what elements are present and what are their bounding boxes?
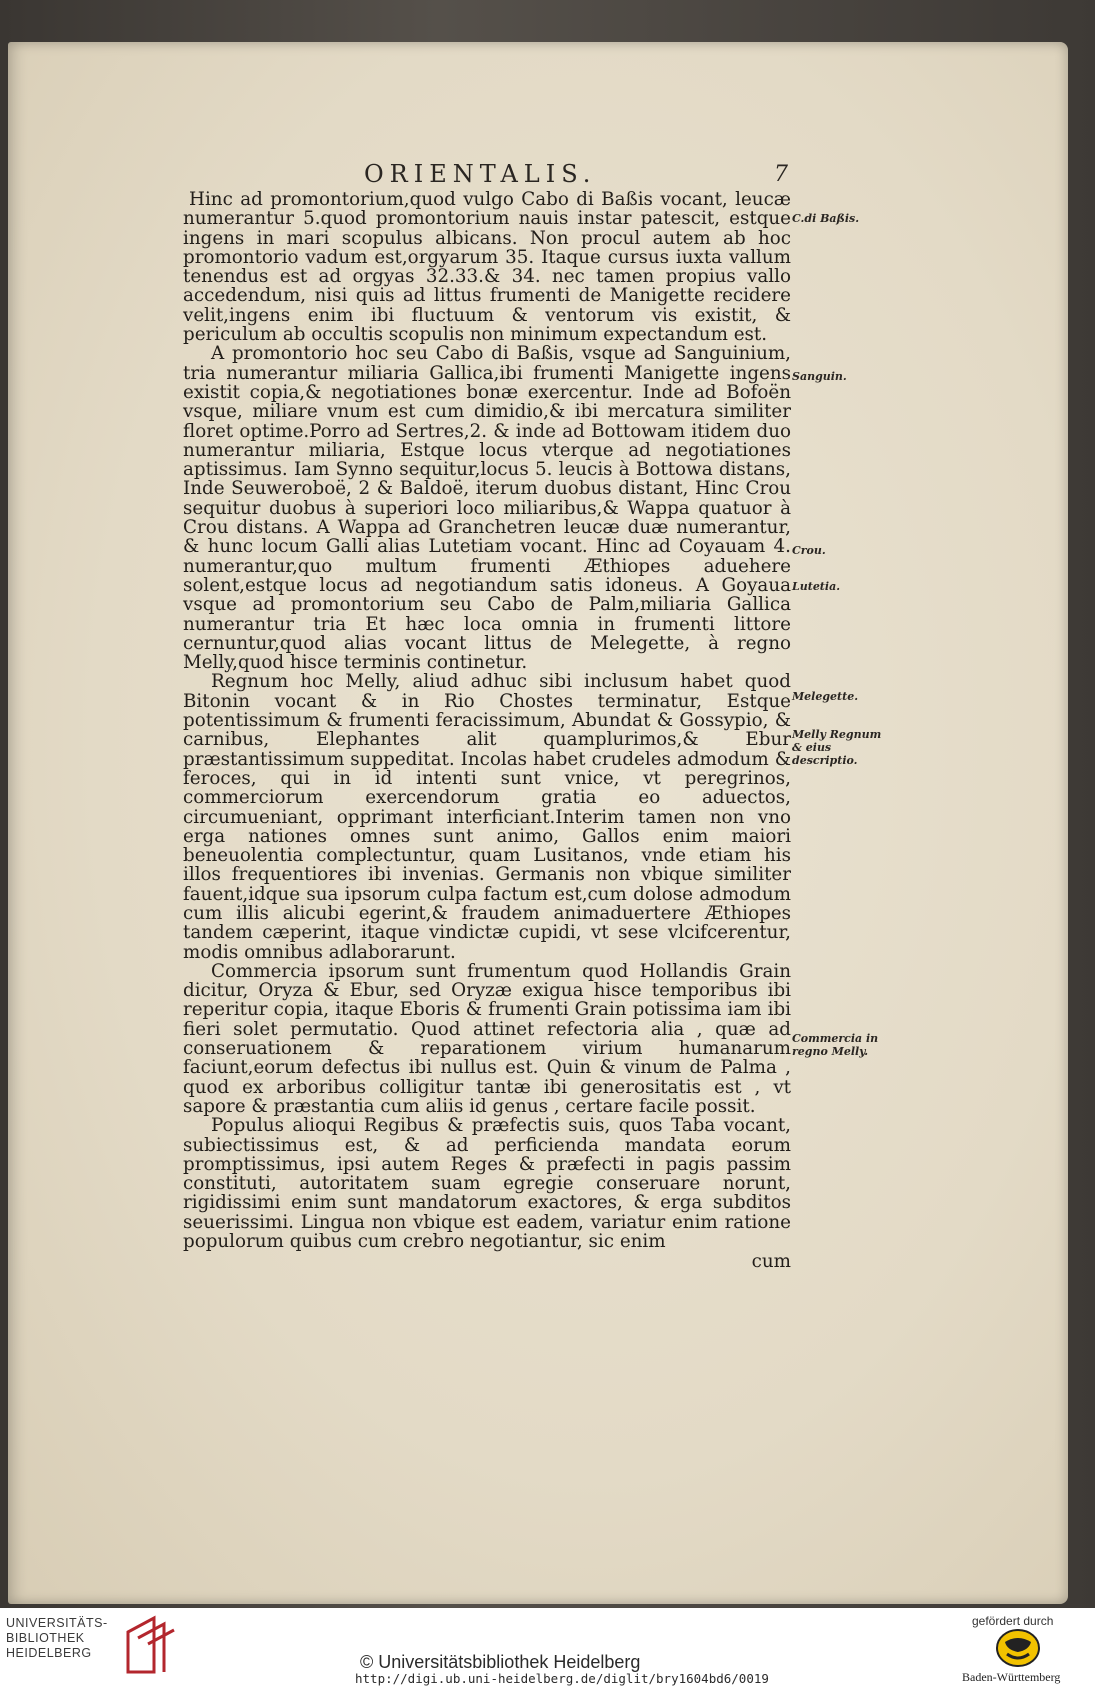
running-title: ORIENTALIS. bbox=[364, 160, 597, 188]
catchword: cum bbox=[751, 1251, 791, 1273]
university-name: UNIVERSITÄTS- BIBLIOTHEK HEIDELBERG bbox=[6, 1616, 108, 1660]
margin-note-lutetia: Lutetia. bbox=[792, 580, 841, 593]
paragraph: Commercia ipsorum sunt frumentum quod Hollandis Grain dicitur, Oryza & Ebur, sed Oryzæ exigua hisce temporibus ibi reperitur copia, itaque Eboris & frumenti Grain potissima iam ibi fieri solet permutatio. Quod attinet refectoria alia , quæ ad conseruationem & reparationem virium humanarum faciunt,eorum defectus ibi nullus est. Quin & vinum de Palma , quod ex arboribus colligitur tantæ ibi generositatis est , vt sapore & præstantia cum aliis id genus , certare facile possit. bbox=[183, 960, 791, 1117]
margin-note-sanguin: Sanguin. bbox=[792, 370, 847, 383]
paragraph: Populus alioqui Regibus & præfectis suis, quos Taba vocant, subiectissimus est, & ad perficienda mandata eorum promptissimus, ipsi autem Reges & præfecti in pagis passim constituti, autoritatem suam egregie conseruare norunt, rigidissimi enim sunt mandatorum exactores, & erga subditos seuerissimi. Lingua non vbique est eadem, variatur enim ratione populorum quibus cum crebro negotiantur, sic enim bbox=[183, 1115, 791, 1253]
funder-name: Baden-Württemberg bbox=[962, 1670, 1061, 1684]
margin-note-commercia: Commercia in regno Melly. bbox=[792, 1032, 879, 1058]
margin-note-cabo-di-bassis: C.di Baßis. bbox=[792, 212, 860, 225]
paragraph: Hinc ad promontorium,quod vulgo Cabo di Baßis vocant, leucæ numerantur 5.quod promontorium nauis instar patescit, estque ingens in mari scopulus albicans. Non procul autem ab hoc promontorio vadum est,orgyarum 35. Itaque cursus iuxta vallum tenendus est ad orgyas 32.33.& 34. nec tamen propius vallo accedendum, nisi quis ad littus frumenti de Manigette recidere velit,ingens enim ibi fluctuum & ventorum vis existit, & periculum ab occultis scopulis non minimum expectandum est. bbox=[183, 189, 791, 346]
page-number: 7 bbox=[774, 162, 788, 187]
paragraph: Regnum hoc Melly, aliud adhuc sibi inclusum habet quod Bitonin vocant & in Rio Chostes terminatur, Estque potentissimum & frumenti feracissimum, Abundat & Gossypio, & carnibus, Elephantes alit quamplurimos,& Ebur præstantissimum suppeditat. Incolas habet crudeles admodum & feroces, qui in id intenti sunt vnice, vt peregrinos, commerciorum exercendorum gratia eo aduectos, circumueniant, opprimant interficiant.Interim tamen non vno erga nationes omnes sunt animo, Gallos enim maiori beneuolentia complectuntur, quam Lusitanos, vnde etiam his illos frequentiores ibi invenias. Germanis non vbique similiter fauent,idque sua ipsorum culpa factum est,cum dolose admodum cum illis alicubi egerint,& fraudem animaduertere Æthiopes tandem cæperint, itaque vindictæ cupidi, vt sese vlcifcerentur, modis omnibus adlaborarunt. bbox=[183, 671, 791, 963]
funded-by-label: gefördert durch bbox=[972, 1614, 1054, 1628]
footer-bar bbox=[0, 1608, 1095, 1686]
copyright-notice: © Universitätsbibliothek Heidelberg bbox=[360, 1652, 641, 1672]
margin-note-melly-regnum: Melly Regnum & eius descriptio. bbox=[792, 728, 882, 767]
university-logo-icon bbox=[124, 1614, 176, 1676]
permalink-url[interactable]: http://digi.ub.uni-heidelberg.de/diglit/bry1604bd6/0019 bbox=[355, 1671, 769, 1686]
paragraph: A promontorio hoc seu Cabo di Baßis, vsque ad Sanguinium, tria numerantur miliaria Gallica,ibi frumenti Manigette ingens existit copia,& negotiationes bonæ exercentur. Inde ad Bofoën vsque, miliare vnum est cum dimidio,& ibi mercatura similiter floret optime.Porro ad Sertres,2. & inde ad Bottowam itidem duo numerantur miliaria, Estque locus vterque ad negotiationes aptissimus. Iam Synno sequitur,locus 5. leucis à Bottowa distans, Inde Seuweroboë, 2 & Baldoë, iterum duobus distant, Hinc Crou sequitur duobus à superiori loco miliaribus,& Wappa quatuor à Crou distans. A Wappa ad Granchetren leucæ duæ numerantur, & hunc locum Galli alias Lutetiam vocant. Hinc ad Coyauam 4. numerantur,quo multum frumenti Æthiopes aduehere solent,estque locus ad negotiandum satis idoneus. A Goyaua vsque ad promontorium seu Cabo de Palm,miliaria Gallica numerantur tria Et hæc loca omnia in frumenti littore cernuntur,quod alias vocant littus de Melegette, à regno Melly,quod hisce terminis continetur. bbox=[183, 343, 791, 674]
main-text-block bbox=[183, 190, 791, 1272]
baden-wuerttemberg-seal-icon bbox=[995, 1628, 1041, 1668]
margin-note-melegette: Melegette. bbox=[792, 690, 859, 703]
margin-note-crou: Crou. bbox=[792, 544, 826, 557]
